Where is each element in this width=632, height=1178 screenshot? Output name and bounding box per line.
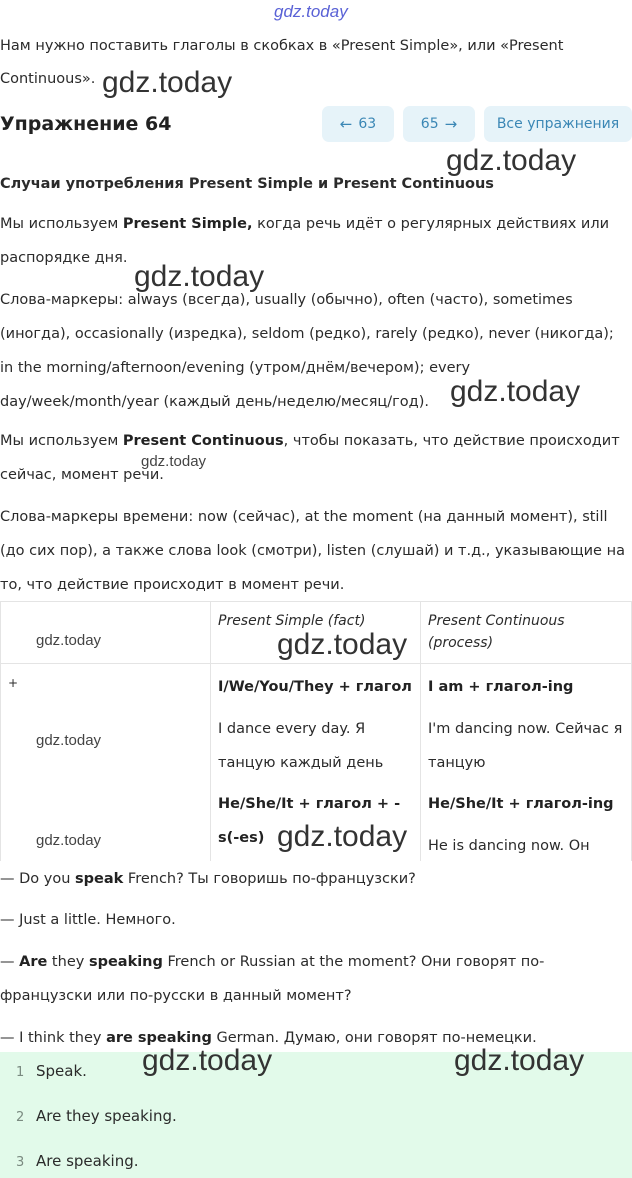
watermark: gdz.today bbox=[141, 453, 207, 470]
table-cell: I dance every day. Я танцую каждый день bbox=[218, 721, 384, 771]
prev-exercise-button[interactable] bbox=[322, 106, 394, 142]
prev-exercise-label: 63 bbox=[358, 116, 377, 132]
watermark: gdz.today bbox=[134, 260, 265, 293]
watermark: gdz.today bbox=[36, 732, 102, 749]
watermark: gdz.today bbox=[277, 820, 408, 853]
watermark: gdz.today bbox=[142, 1044, 273, 1077]
theory-title: Случаи употребления Present Simple и Present Continuous bbox=[0, 176, 494, 192]
arrow-left-icon: ← bbox=[339, 115, 353, 133]
table-header-simple: Present Simple (fact) bbox=[218, 613, 366, 629]
text-fragment: Мы используем bbox=[0, 216, 123, 232]
theory-paragraph-4: Слова-маркеры времени: now (сейчас), at the moment (на данный момент), still (до сих пор), а также слова look (смотри), listen (слушай) и т.д., указывающие на то, что действие происходит в момент речи. bbox=[0, 509, 625, 593]
table-header-continuous: Present Continuous (process) bbox=[428, 613, 565, 651]
formula: I/We/You/They + глагол bbox=[218, 679, 412, 695]
answer-number: 3 bbox=[16, 1155, 25, 1170]
table-cell: I'm dancing now. Сейчас я танцую bbox=[428, 721, 623, 771]
bold-term: speak bbox=[75, 871, 124, 887]
watermark: gdz.today bbox=[36, 832, 102, 849]
table-cell bbox=[428, 670, 628, 704]
dialog-line: — Just a little. Немного. bbox=[0, 912, 176, 928]
watermark: gdz.today bbox=[277, 628, 408, 661]
watermark: gdz.today bbox=[102, 66, 233, 99]
theory-paragraph-3 bbox=[0, 424, 630, 492]
theory-paragraph-2: Слова-маркеры: always (всегда), usually (обычно), often (часто), sometimes (иногда), occasionally (изредка), seldom (редко), rarely (редко), never (никогда); in the morning/afternoon/evening (утром/днём/вечером); every day/week/month/year (каждый день/неделю/месяц/год). bbox=[0, 292, 614, 410]
watermark: gdz.today bbox=[36, 632, 102, 649]
text-fragment: — Do you bbox=[0, 871, 76, 887]
formula: I am + глагол-ing bbox=[428, 679, 574, 695]
text-fragment: they bbox=[47, 954, 89, 970]
exercise-title: Упражнение 64 bbox=[0, 113, 172, 135]
all-exercises-label: Все упражнения bbox=[496, 116, 620, 132]
dialog-line bbox=[0, 945, 632, 1013]
answer-text: Speak. bbox=[36, 1062, 87, 1080]
dialog-line bbox=[0, 862, 632, 896]
theory-paragraph-1 bbox=[0, 207, 630, 275]
bold-term: Present Continuous bbox=[122, 433, 284, 449]
text-fragment: — I think they bbox=[0, 1030, 107, 1046]
arrow-right-icon: → bbox=[444, 115, 458, 133]
bold-term: Are bbox=[19, 954, 48, 970]
next-exercise-label: 65 bbox=[420, 116, 439, 132]
table-cell bbox=[218, 670, 413, 704]
watermark: gdz.today bbox=[454, 1044, 585, 1077]
all-exercises-button[interactable] bbox=[484, 106, 632, 142]
task-intro: Нам нужно поставить глаголы в скобках в «Present Simple», или «Present Continuous». bbox=[0, 38, 564, 87]
watermark: gdz.today bbox=[446, 144, 577, 177]
bold-term: Present Simple, bbox=[122, 216, 253, 232]
text-fragment: French? Ты говоришь по-французски? bbox=[123, 871, 416, 887]
answer-text: Are they speaking. bbox=[36, 1107, 177, 1125]
table-cell: He is dancing now. Он bbox=[428, 838, 590, 854]
text-fragment: — bbox=[0, 954, 20, 970]
formula: He/She/It + глагол + -s(-es) bbox=[218, 796, 401, 846]
watermark: gdz.today bbox=[450, 375, 581, 408]
text-fragment: Мы используем bbox=[0, 433, 123, 449]
text-fragment: , чтобы показать, что действие происходит сейчас, момент речи. bbox=[0, 433, 620, 483]
answer-item bbox=[16, 1152, 139, 1170]
watermark-top: gdz.today bbox=[274, 2, 348, 21]
answer-number: 1 bbox=[16, 1065, 25, 1080]
text-fragment: когда речь идёт о регулярных действиях или распорядке дня. bbox=[0, 216, 610, 266]
next-exercise-button[interactable] bbox=[403, 106, 475, 142]
answer-item bbox=[16, 1062, 87, 1080]
table-cell bbox=[428, 787, 628, 821]
table-divider bbox=[0, 663, 632, 664]
answer-text: Are speaking. bbox=[36, 1152, 139, 1170]
table-column bbox=[0, 602, 210, 861]
text-fragment: German. Думаю, они говорят по-немецки. bbox=[211, 1030, 537, 1046]
bold-term: are speaking bbox=[106, 1030, 212, 1046]
table-row-sign: + bbox=[8, 676, 19, 690]
answer-item bbox=[16, 1107, 177, 1125]
bold-term: speaking bbox=[88, 954, 163, 970]
text-fragment: French or Russian at the moment? Они говорят по-французски или по-русски в данный момент? bbox=[0, 954, 545, 1004]
formula: He/She/It + глагол-ing bbox=[428, 796, 614, 812]
answer-number: 2 bbox=[16, 1110, 25, 1125]
